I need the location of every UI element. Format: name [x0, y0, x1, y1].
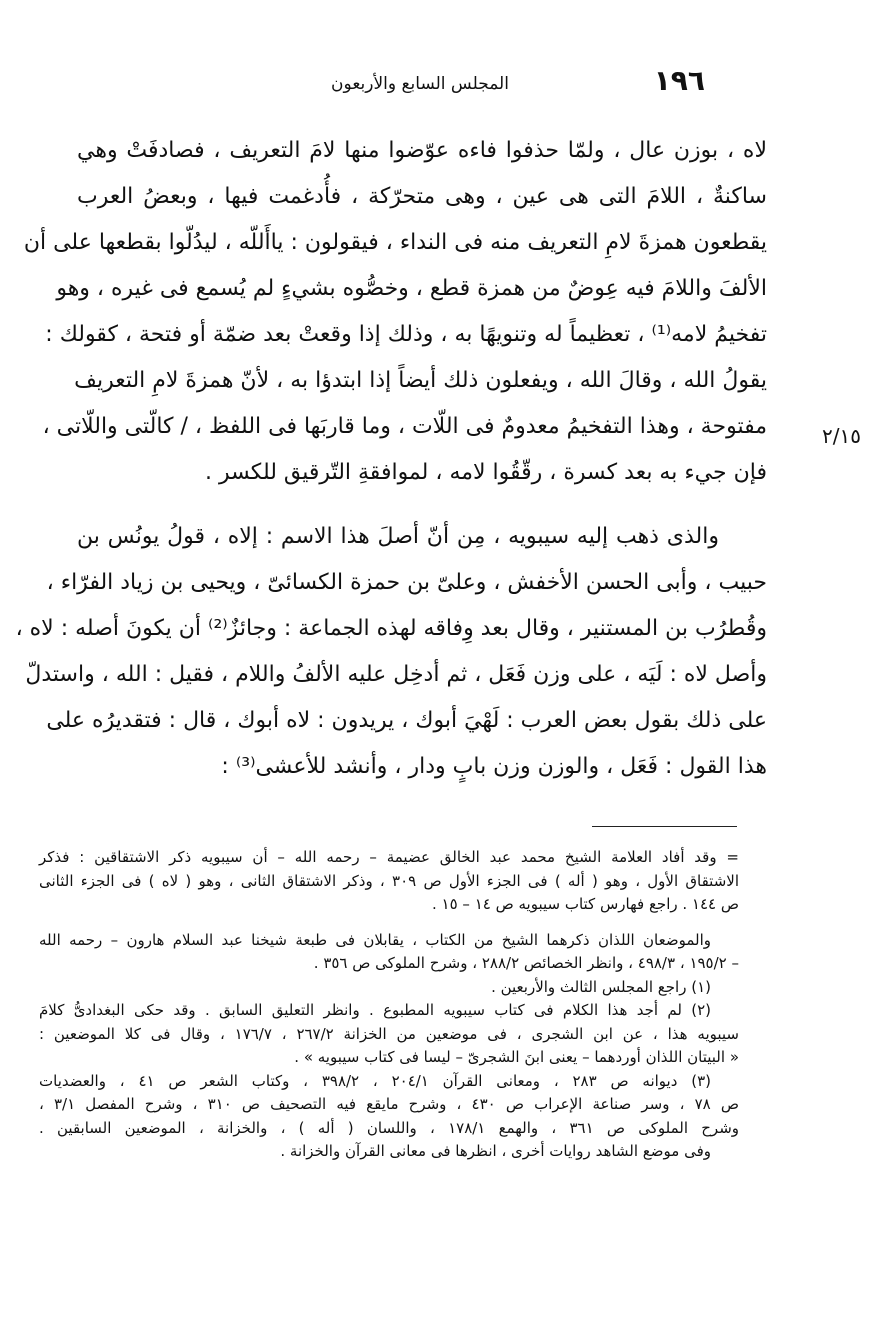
text-line: وأصل لاه : لَيَه ، على وزن فَعَل ، ثم أدخِل عليه الألفُ واللام ، فقيل : الله ، واستدلّ [25, 662, 767, 687]
paragraph-gap [77, 496, 767, 514]
text-line: الألفَ واللامَ فيه عِوضٌ من همزة قطع ، وخصُّوه بشيءٍ لم يُسمع فى غيره ، وهو [56, 276, 767, 301]
footnote-line: « البيتان اللذان أوردهما – يعنى ابنَ الشجرىّ – ليسا فى كتاب سيبويه » . [294, 1048, 739, 1066]
text-line: والذى ذهب إليه سيبويه ، مِن أنّ أصلَ هذا الاسم : إلاه ، قولُ يونُس بن [77, 524, 719, 549]
page-number: ١٩٦ [653, 64, 705, 97]
footnote-line: وفى موضع الشاهد روايات أخرى ، انظرها فى معانى القرآن والخزانة . [280, 1142, 711, 1160]
footnote-line: (٣) ديوانه ص ٢٨٣ ، ومعانى القرآن ٢٠٤/١ ، ٣٩٨/٢ ، وكتاب الشعر ص ٤١ ، والعضديات [39, 1071, 711, 1090]
text-line: فإن جيء به بعد كسرة ، رقّقُوا لامه ، لموافقةِ التّرقيق للكسر . [205, 460, 767, 485]
footnote-line: وشرح الملوكى ص ٣٦١ ، والهمع ١٧٨/١ ، واللسان ( أله ) ، والخزانة ، الموضعين السابقين . [39, 1118, 740, 1137]
text-line: ساكنةٌ ، اللامَ التى هى عين ، وهى متحرّكة ، فأُدغمت فيها ، وبعضُ العرب [77, 184, 767, 209]
text-line: على ذلك بقول بعض العرب : لَهْيَ أبوك ، يريدون : لاه أبوك ، قال : فتقديرُه على [46, 708, 767, 733]
footnote-line: والموضعان اللذان ذكرهما الشيخ من الكتاب ، يقابلان فى طبعة شيخنا عبد السلام هارون – رحمه الله [39, 930, 711, 949]
text-line: وقُطرُب بن المستنير ، وقال بعد وِفاقه لهذه الجماعة : وجائزٌ⁽²⁾ أن يكونَ أصله : لاه ، [15, 616, 767, 641]
margin-reference: ٢/١٥ [822, 424, 861, 448]
footnote-divider [592, 826, 737, 827]
text-line: تفخيمُ لامه⁽¹⁾ ، تعظيماً له وتنويهًا به ، وذلك إذا وقعتْ بعد ضمّة أو فتحة ، كقولك : [45, 322, 767, 347]
text-line: يقطعون همزةَ لامِ التعريف منه فى النداء ، فيقولون : ياأَللّه ، ليدُلّوا بقطعها على أن [23, 230, 767, 255]
footnote-continuation [39, 846, 739, 917]
footnote-3 [39, 1070, 739, 1164]
footnote-line: ص ١٤٤ . راجع فهارس كتاب سيبويه ص ١٤ – ١٥ . [431, 895, 739, 913]
running-title: المجلس السابع والأربعون [331, 74, 509, 94]
footnote-2 [39, 999, 739, 1070]
footnotes [39, 846, 739, 1164]
main-text [15, 128, 767, 790]
footnote-gap [39, 917, 739, 929]
text-line: يقولُ الله ، وقالَ الله ، ويفعلون ذلك أيضاً إذا ابتدؤا به ، لأنّ همزةَ لامِ التعريف [74, 368, 767, 393]
footnote-line: – ١٩٥/٢ ، ٤٩٨/٣ ، وانظر الخصائص ٢٨٨/٢ ، وشرح الملوكى ص ٣٥٦ . [313, 954, 739, 972]
paragraph-1 [23, 128, 767, 496]
footnote-line: (١) راجع المجلس الثالث والأربعين . [491, 977, 711, 996]
footnote-1 [39, 976, 739, 1000]
footnote-line: الاشتقاق الأول ، وهو ( أله ) فى الجزء الأول ص ٣٠٩ ، وذكر الاشتقاق الثانى ، وهو ( لاه ) فى الجزء الثانى [39, 871, 740, 890]
text-line: مفتوحة ، وهذا التفخيمُ معدومٌ فى اللّات ، وما قاربَها فى اللفظ ، / كالّتى واللّاتى ، [42, 414, 767, 439]
paragraph-2 [15, 514, 767, 790]
text-line: لاه ، بوزن عال ، ولمّا حذفوا فاءه عوّضوا منها لامَ التعريف ، فصادفَتْ وهي [77, 138, 767, 163]
footnote-mawdiaan [39, 929, 739, 976]
text-line: حبيب ، وأبى الحسن الأخفش ، وعلىّ بن حمزة الكسائىّ ، ويحيى بن زياد الفرّاء ، [46, 570, 767, 595]
footnote-line: (٢) لم أجد هذا الكلام فى كتاب سيبويه المطبوع . وانظر التعليق السابق . وقد حكى البغدادىُّ كلامَ [39, 1001, 711, 1019]
footnote-line: = وقد أفاد العلامة الشيخ محمد عبد الخالق عضيمة – رحمه الله – أن سيبويه ذكر الاشتقاقين : فذكر [39, 848, 739, 866]
footnote-line: سيبويه هذا ، عن ابن الشجرى ، فى موضعين من الخزانة ٢٦٧/٢ ، ١٧٦/٧ ، وقال فى كلا الموضعين : [39, 1024, 739, 1043]
footnote-line: ص ٧٨ ، وسر صناعة الإعراب ص ٤٣٠ ، وشرح مايقع فيه التصحيف ص ٣١٠ ، وشرح المفصل ٣/١ ، [39, 1095, 739, 1113]
text-line: هذا القول : فَعَل ، والوزن وزن بابٍ ودار ، وأنشد للأعشى⁽³⁾ : [221, 754, 767, 779]
